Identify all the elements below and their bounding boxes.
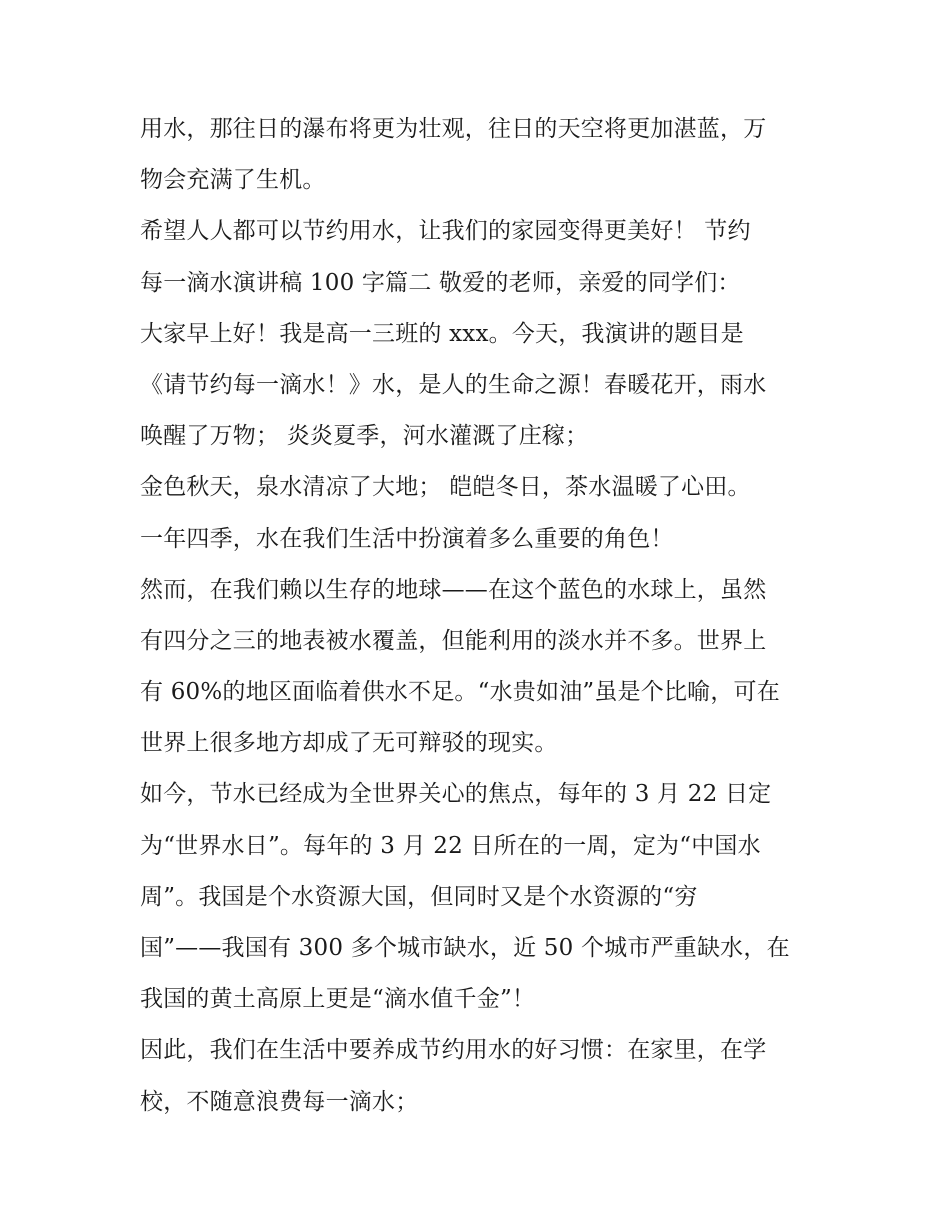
text-line-16: 周”。我国是个水资源大国，但同时又是个水资源的“穷 xyxy=(140,883,698,910)
text-line-14: 如今，节水已经成为全世界关心的焦点，每年的 3 月 22 日定 xyxy=(140,781,772,808)
text-line-8: 金色秋天，泉水清凉了大地； 皑皑冬日，茶水温暖了心田。 xyxy=(140,474,751,501)
text-line-17: 国”——我国有 300 多个城市缺水，近 50 个城市严重缺水，在 xyxy=(140,935,790,961)
text-line-12: 有 60%的地区面临着供水不足。“水贵如油”虽是个比喻，可在 xyxy=(140,679,780,706)
text-line-1: 用水，那往日的瀑布将更为壮观，往日的天空将更加湛蓝，万 xyxy=(140,116,767,142)
text-line-7: 唤醒了万物； 炎炎夏季，河水灌溉了庄稼； xyxy=(140,423,589,450)
text-line-6: 《请节约每一滴水！》水，是人的生命之源！春暖花开，雨水 xyxy=(140,371,767,398)
text-line-11: 有四分之三的地表被水覆盖，但能利用的淡水并不多。世界上 xyxy=(140,627,767,654)
text-line-10: 然而，在我们赖以生存的地球——在这个蓝色的水球上，虽然 xyxy=(140,576,767,603)
text-line-4: 每一滴水演讲稿 100 字篇二 敬爱的老师，亲爱的同学们： xyxy=(140,269,741,296)
text-line-18: 我国的黄土高原上更是“滴水值千金”！ xyxy=(140,986,536,1013)
text-line-15: 为“世界水日”。每年的 3 月 22 日所在的一周，定为“中国水 xyxy=(140,832,761,859)
speech-text-body xyxy=(140,104,830,1128)
text-line-9: 一年四季，水在我们生活中扮演着多么重要的角色！ xyxy=(140,525,674,552)
text-line-20: 校，不随意浪费每一滴水； xyxy=(140,1088,419,1115)
text-line-3: 希望人人都可以节约用水，让我们的家园变得更美好！ 节约 xyxy=(140,218,751,245)
text-line-19: 因此，我们在生活中要养成节约用水的好习惯：在家里，在学 xyxy=(140,1037,767,1064)
text-line-2: 物会充满了生机。 xyxy=(140,167,326,194)
text-line-5: 大家早上好！我是高一三班的 xxx。今天，我演讲的题目是 xyxy=(140,320,744,347)
text-line-13: 世界上很多地方却成了无可辩驳的现实。 xyxy=(140,730,558,757)
